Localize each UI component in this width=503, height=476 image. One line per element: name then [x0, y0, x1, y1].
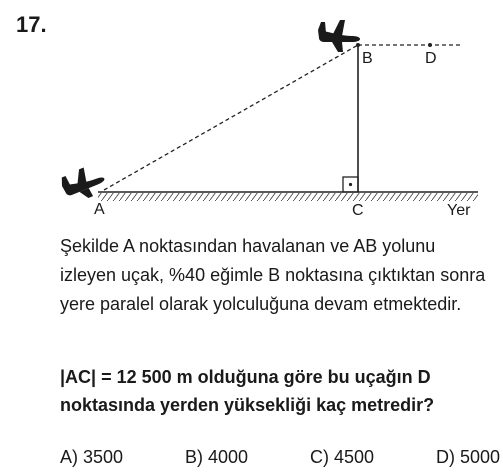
path-ab: [104, 45, 358, 190]
right-angle-dot: [349, 183, 352, 186]
ac-length-label: |AC|: [60, 367, 97, 387]
geometry-figure: [0, 0, 503, 230]
label-d: D: [425, 50, 437, 67]
choice-d[interactable]: D) 5000: [435, 447, 500, 467]
question-number: 17.: [16, 12, 47, 37]
label-c: C: [352, 202, 364, 219]
label-b: B: [362, 50, 373, 67]
point-b-dot: [356, 43, 360, 47]
question-statement: [60, 363, 500, 419]
question-paragraph: Şekilde A noktasından havalanan ve AB yolunu izleyen uçak, %40 eğimle B noktasına çıktıktan sonra yere paralel olarak yolculuğuna devam etmektedir.: [60, 236, 486, 314]
answer-choices: [60, 447, 500, 468]
choice-a[interactable]: A) 3500: [60, 447, 124, 467]
point-d-dot: [428, 43, 432, 47]
statement-text: = 12 500 m olduğuna göre bu uçağın D noktasında yerden yüksekliği kaç metredir?: [60, 367, 435, 415]
choice-c[interactable]: C) 4500: [309, 447, 375, 467]
choice-b[interactable]: B) 4000: [184, 447, 249, 467]
ground-hatching: [98, 193, 478, 201]
label-a: A: [94, 201, 105, 218]
label-ground: Yer: [447, 202, 471, 219]
